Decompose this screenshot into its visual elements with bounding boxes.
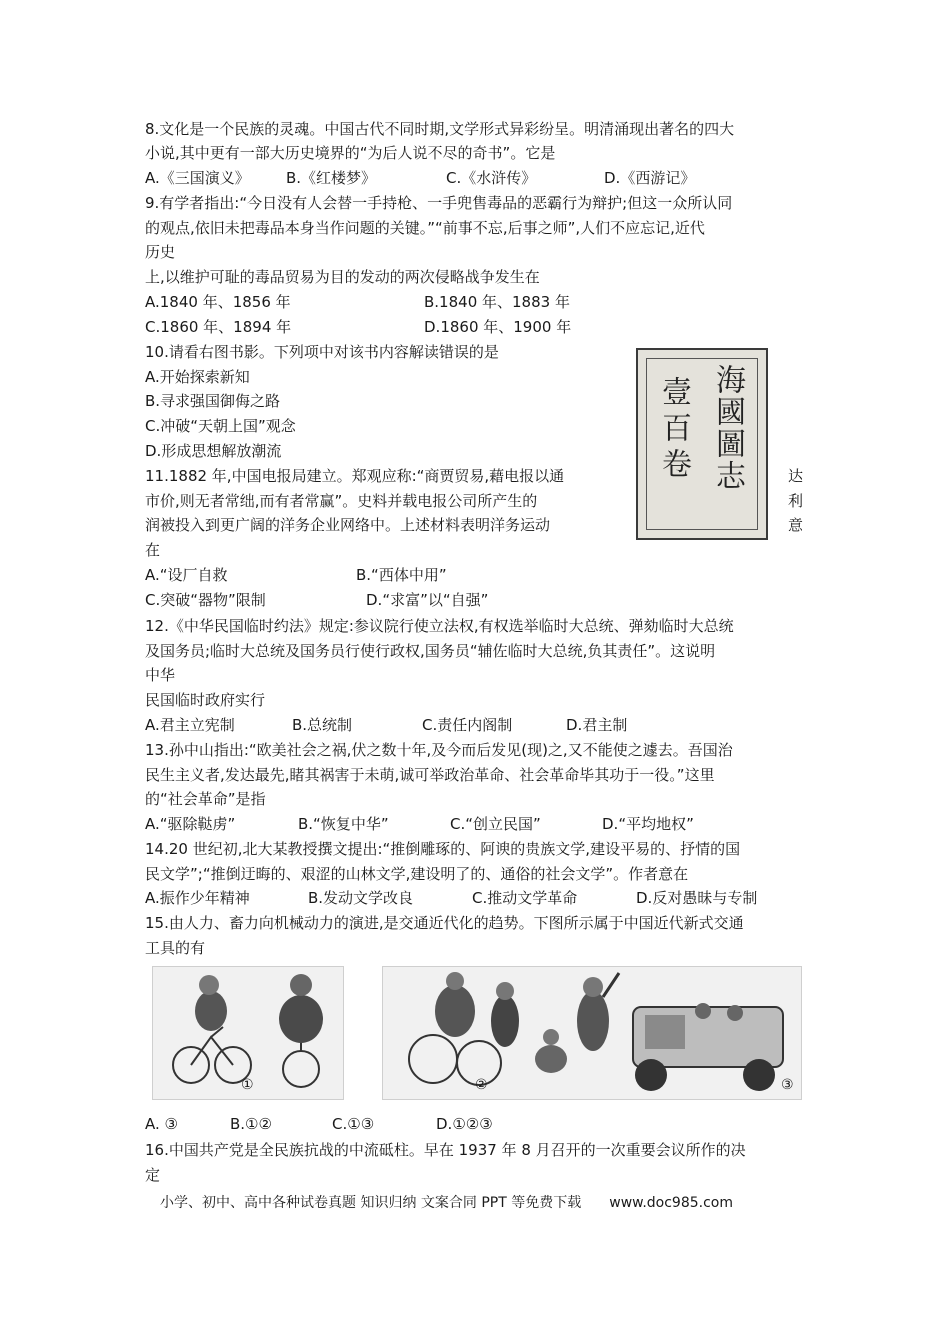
q11-stem: 润被投入到更广阔的洋务企业网络中。上述材料表明洋务运动 bbox=[145, 516, 551, 534]
book-volume-seal bbox=[654, 376, 698, 484]
q9-option-c: C.1860 年、1894 年 bbox=[145, 318, 292, 336]
q13-stem: 13.孙中山指出:“欧美社会之祸,伏之数十年,及今而后发见(现)之,又不能使之遽去。吾国治 bbox=[145, 741, 733, 759]
q10-stem: 10.请看右图书影。下列项中对该书内容解读错误的是 bbox=[145, 343, 499, 361]
q11-option-c: C.突破“器物”限制 bbox=[145, 591, 266, 609]
q12-option-c: C.责任内阁制 bbox=[422, 716, 513, 734]
q13-stem: 的“社会革命”是指 bbox=[145, 790, 266, 808]
q11-option-b: B.“西体中用” bbox=[356, 566, 447, 584]
q11-stem-end: 意 bbox=[788, 516, 804, 534]
q10-option-a: A.开始探索新知 bbox=[145, 368, 250, 386]
q15-stem: 15.由人力、畜力向机械动力的演进,是交通近代化的趋势。下图所示属于中国近代新式交通 bbox=[145, 914, 744, 932]
q15-option-b: B.①② bbox=[230, 1115, 272, 1133]
q15-option-d: D.①②③ bbox=[436, 1115, 493, 1133]
q16-stem: 16.中国共产党是全民族抗战的中流砥柱。早在 1937 年 8 月召开的一次重要会议所作的决 bbox=[145, 1141, 746, 1159]
seal-char: 海國圖志 bbox=[710, 364, 745, 492]
q12-stem: 中华 bbox=[145, 666, 176, 684]
q13-option-d: D.“平均地权” bbox=[602, 815, 694, 833]
q16-stem: 定 bbox=[145, 1166, 161, 1184]
q11-stem: 市价,则无者常绌,而有者常赢”。史料并载电报公司所产生的 bbox=[145, 492, 538, 510]
q12-option-b: B.总统制 bbox=[292, 716, 353, 734]
q11-option-d: D.“求富”以“自强” bbox=[366, 591, 489, 609]
q9-option-d: D.1860 年、1900 年 bbox=[424, 318, 572, 336]
q8-option-a: A.《三国演义》 bbox=[145, 169, 250, 187]
q10-option-b: B.寻求强国御侮之路 bbox=[145, 392, 281, 410]
q9-stem: 的观点,依旧未把毒品本身当作问题的关键。”“前事不忘,后事之师”,人们不应忘记,近代 bbox=[145, 219, 705, 237]
q11-stem-end: 利 bbox=[788, 492, 804, 510]
q9-option-b: B.1840 年、1883 年 bbox=[424, 293, 570, 311]
book-cover-image bbox=[636, 348, 768, 540]
q9-option-a: A.1840 年、1856 年 bbox=[145, 293, 291, 311]
q12-stem: 12.《中华民国临时约法》规定:参议院行使立法权,有权选举临时大总统、弹劾临时大总统 bbox=[145, 617, 734, 635]
q13-option-c: C.“创立民国” bbox=[450, 815, 541, 833]
q11-option-a: A.“设厂自救 bbox=[145, 566, 228, 584]
picture-label-2: ② bbox=[475, 1077, 488, 1093]
book-title-seal bbox=[708, 364, 756, 492]
page-footer bbox=[160, 1192, 733, 1212]
q14-option-d: D.反对愚昧与专制 bbox=[636, 889, 758, 907]
bicycle-illustration bbox=[152, 966, 344, 1100]
q8-stem: 8.文化是一个民族的灵魂。中国古代不同时期,文学形式异彩纷呈。明清涌现出著名的四大 bbox=[145, 120, 735, 138]
q10-option-c: C.冲破“天朝上国”观念 bbox=[145, 417, 296, 435]
q8-stem: 小说,其中更有一部大历史境界的“为后人说不尽的奇书”。它是 bbox=[145, 144, 556, 162]
q11-stem: 在 bbox=[145, 541, 161, 559]
q14-stem: 14.20 世纪初,北大某教授撰文提出:“推倒雕琢的、阿谀的贵族文学,建设平易的、抒情的国 bbox=[145, 840, 741, 858]
q12-stem: 及国务员;临时大总统及国务员行使行政权,国务员“辅佐临时大总统,负其责任”。这说明 bbox=[145, 642, 716, 660]
q12-stem: 民国临时政府实行 bbox=[145, 691, 266, 709]
q14-stem: 民文学”;“推倒迂晦的、艰涩的山林文学,建设明了的、通俗的社会文学”。作者意在 bbox=[145, 865, 689, 883]
q14-option-b: B.发动文学改良 bbox=[308, 889, 414, 907]
q15-option-a: A. ③ bbox=[145, 1115, 178, 1133]
q15-stem: 工具的有 bbox=[145, 939, 206, 957]
picture-label-1: ① bbox=[241, 1077, 254, 1093]
q13-option-b: B.“恢复中华” bbox=[298, 815, 389, 833]
q14-option-a: A.振作少年精神 bbox=[145, 889, 250, 907]
footer-url[interactable]: www.doc985.com bbox=[609, 1195, 733, 1211]
q11-stem-end: 达 bbox=[788, 467, 804, 485]
q13-option-a: A.“驱除鞑虏” bbox=[145, 815, 236, 833]
seal-char: 壹百卷 bbox=[656, 376, 691, 484]
q8-option-d: D.《西游记》 bbox=[604, 169, 696, 187]
q8-option-c: C.《水浒传》 bbox=[446, 169, 537, 187]
q9-stem: 历史 bbox=[145, 243, 176, 261]
q9-stem: 上,以维护可耻的毒品贸易为目的发动的两次侵略战争发生在 bbox=[145, 268, 540, 286]
q13-stem: 民生主义者,发达最先,睹其祸害于未萌,诚可举政治革命、社会革命毕其功于一役。”这里 bbox=[145, 766, 715, 784]
traffic-illustration bbox=[382, 966, 802, 1100]
q9-stem: 9.有学者指出:“今日没有人会替一手持枪、一手兜售毒品的恶霸行为辩护;但这一众所认同 bbox=[145, 194, 733, 212]
q8-option-b: B.《红楼梦》 bbox=[286, 169, 377, 187]
traffic-drawing bbox=[383, 967, 801, 1099]
q10-option-d: D.形成思想解放潮流 bbox=[145, 442, 282, 460]
footer-text: 小学、初中、高中各种试卷真题 知识归纳 文案合同 PPT 等免费下载 bbox=[160, 1195, 582, 1211]
q12-option-a: A.君主立宪制 bbox=[145, 716, 235, 734]
q15-option-c: C.①③ bbox=[332, 1115, 375, 1133]
q11-stem: 11.1882 年,中国电报局建立。郑观应称:“商贾贸易,藉电报以通 bbox=[145, 467, 565, 485]
picture-label-3: ③ bbox=[781, 1077, 794, 1093]
q12-option-d: D.君主制 bbox=[566, 716, 628, 734]
q14-option-c: C.推动文学革命 bbox=[472, 889, 578, 907]
